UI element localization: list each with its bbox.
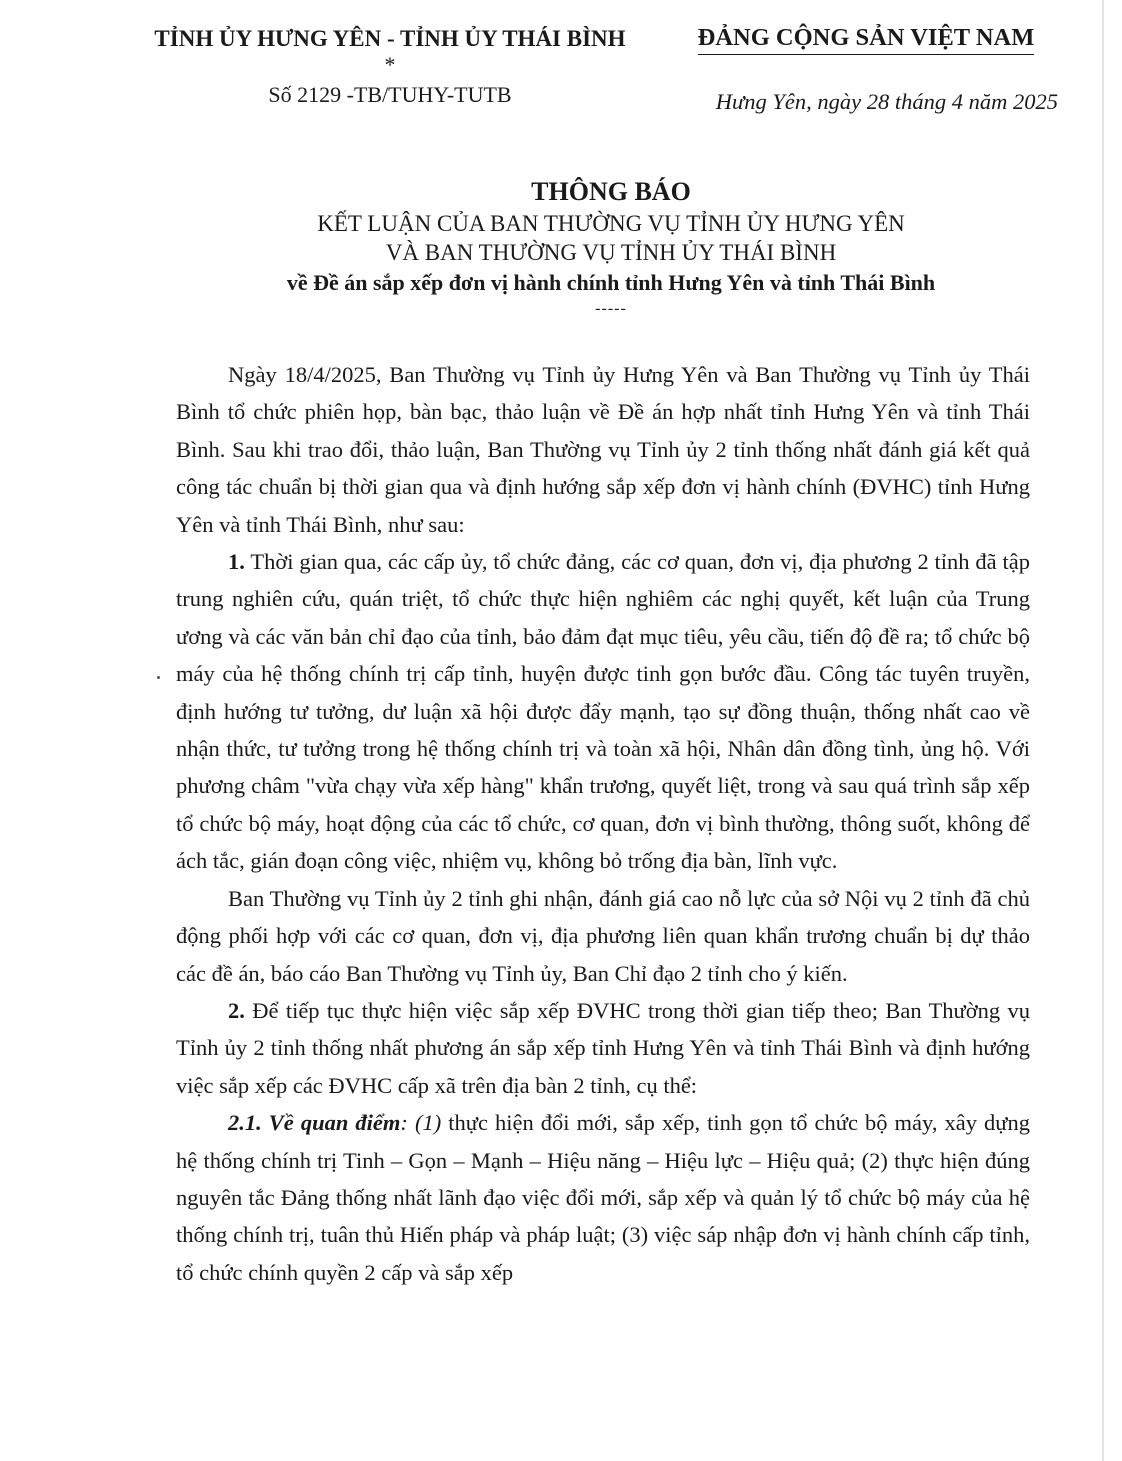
paragraph-1 (176, 543, 1030, 880)
paragraph-2-number: 2. (228, 997, 245, 1023)
page-edge-shadow (1102, 0, 1104, 1461)
section-2-1-text: thực hiện đổi mới, sắp xếp, tinh gọn tổ chức bộ máy, xây dựng hệ thống chính trị Tinh – Gọn – Mạnh – Hiệu năng – Hiệu lực – Hiệu quả; (2) thực hiện đúng nguyên tắc Đảng thống nhất lãnh đạo việc đổi mới, sắp xếp và quản lý tổ chức bộ máy của hệ thống chính trị, tuân thủ Hiến pháp và pháp luật; (3) việc sáp nhập đơn vị hành chính cấp tỉnh, tổ chức chính quyền 2 cấp và sắp xếp (176, 1110, 1030, 1285)
header-star: * (384, 52, 396, 77)
paragraph-intro: Ngày 18/4/2025, Ban Thường vụ Tỉnh ủy Hưng Yên và Ban Thường vụ Tỉnh ủy Thái Bình tổ chức phiên họp, bàn bạc, thảo luận về Đề án hợp nhất tỉnh Hưng Yên và tỉnh Thái Bình. Sau khi trao đổi, thảo luận, Ban Thường vụ Tỉnh ủy 2 tỉnh thống nhất đánh giá kết quả công tác chuẩn bị thời gian qua và định hướng sắp xếp đơn vị hành chính (ĐVHC) tỉnh Hưng Yên và tỉnh Thái Bình, như sau: (176, 362, 1030, 537)
paragraph-1-cont: Ban Thường vụ Tỉnh ủy 2 tỉnh ghi nhận, đánh giá cao nỗ lực của sở Nội vụ 2 tỉnh đã chủ động phối hợp với các cơ quan, đơn vị, địa phương liên quan khẩn trương chuẩn bị dự thảo các đề án, báo cáo Ban Thường vụ Tỉnh ủy, Ban Chỉ đạo 2 tỉnh cho ý kiến. (176, 885, 1030, 986)
section-2-1-heading: 2.1. Về quan điểm (228, 1110, 401, 1136)
issuing-organization: TỈNH ỦY HƯNG YÊN - TỈNH ỦY THÁI BÌNH (154, 26, 626, 51)
title-separator: ----- (595, 300, 627, 317)
title-line-1: KẾT LUẬN CỦA BAN THƯỜNG VỤ TỈNH ỦY HƯNG YÊN (317, 211, 905, 236)
header-right (660, 24, 1072, 115)
title-block (150, 175, 1072, 318)
scan-speck (157, 676, 160, 679)
party-name: ĐẢNG CỘNG SẢN VIỆT NAM (698, 24, 1035, 55)
section-2-1-item-1: (1) (407, 1110, 442, 1136)
paragraph-2 (176, 992, 1030, 1104)
document-body (176, 356, 1030, 1291)
paragraph-2-text: Để tiếp tục thực hiện việc sắp xếp ĐVHC trong thời gian tiếp theo; Ban Thường vụ Tỉnh ủy 2 tỉnh thống nhất phương án sắp xếp tỉnh Hưng Yên và tỉnh Thái Bình và định hướng việc sắp xếp các ĐVHC cấp xã trên địa bàn 2 tỉnh, cụ thể: (176, 997, 1030, 1098)
paragraph-2-1 (176, 1104, 1030, 1291)
section-2-1-colon: : (400, 1110, 408, 1136)
header-left (130, 26, 650, 108)
document-subject: về Đề án sắp xếp đơn vị hành chính tỉnh Hưng Yên và tỉnh Thái Bình (286, 270, 936, 295)
document-type: THÔNG BÁO (531, 177, 691, 206)
place-date: Hưng Yên, ngày 28 tháng 4 năm 2025 (715, 89, 1058, 114)
paragraph-1-text: Thời gian qua, các cấp ủy, tổ chức đảng, các cơ quan, đơn vị, địa phương 2 tỉnh đã tập trung nghiên cứu, quán triệt, tổ chức thực hiện nghiêm các nghị quyết, kết luận của Trung ương và các văn bản chỉ đạo của tỉnh, bảo đảm đạt mục tiêu, yêu cầu, tiến độ đề ra; tổ chức bộ máy của hệ thống chính trị cấp tỉnh, huyện được tinh gọn bước đầu. Công tác tuyên truyền, định hướng tư tưởng, dư luận xã hội được đẩy mạnh, tạo sự đồng thuận, thống nhất cao về nhận thức, tư tưởng trong hệ thống chính trị và toàn xã hội, Nhân dân đồng tình, ủng hộ. Với phương châm "vừa chạy vừa xếp hàng" khẩn trương, quyết liệt, trong và sau quá trình sắp xếp tổ chức bộ máy, hoạt động của các tổ chức, cơ quan, đơn vị bình thường, thông suốt, không để ách tắc, gián đoạn công việc, nhiệm vụ, không bỏ trống địa bàn, lĩnh vực. (176, 549, 1030, 874)
title-line-2: VÀ BAN THƯỜNG VỤ TỈNH ỦY THÁI BÌNH (385, 240, 837, 265)
document-number: Số 2129 -TB/TUHY-TUTB (268, 82, 512, 107)
paragraph-1-number: 1. (228, 549, 245, 575)
